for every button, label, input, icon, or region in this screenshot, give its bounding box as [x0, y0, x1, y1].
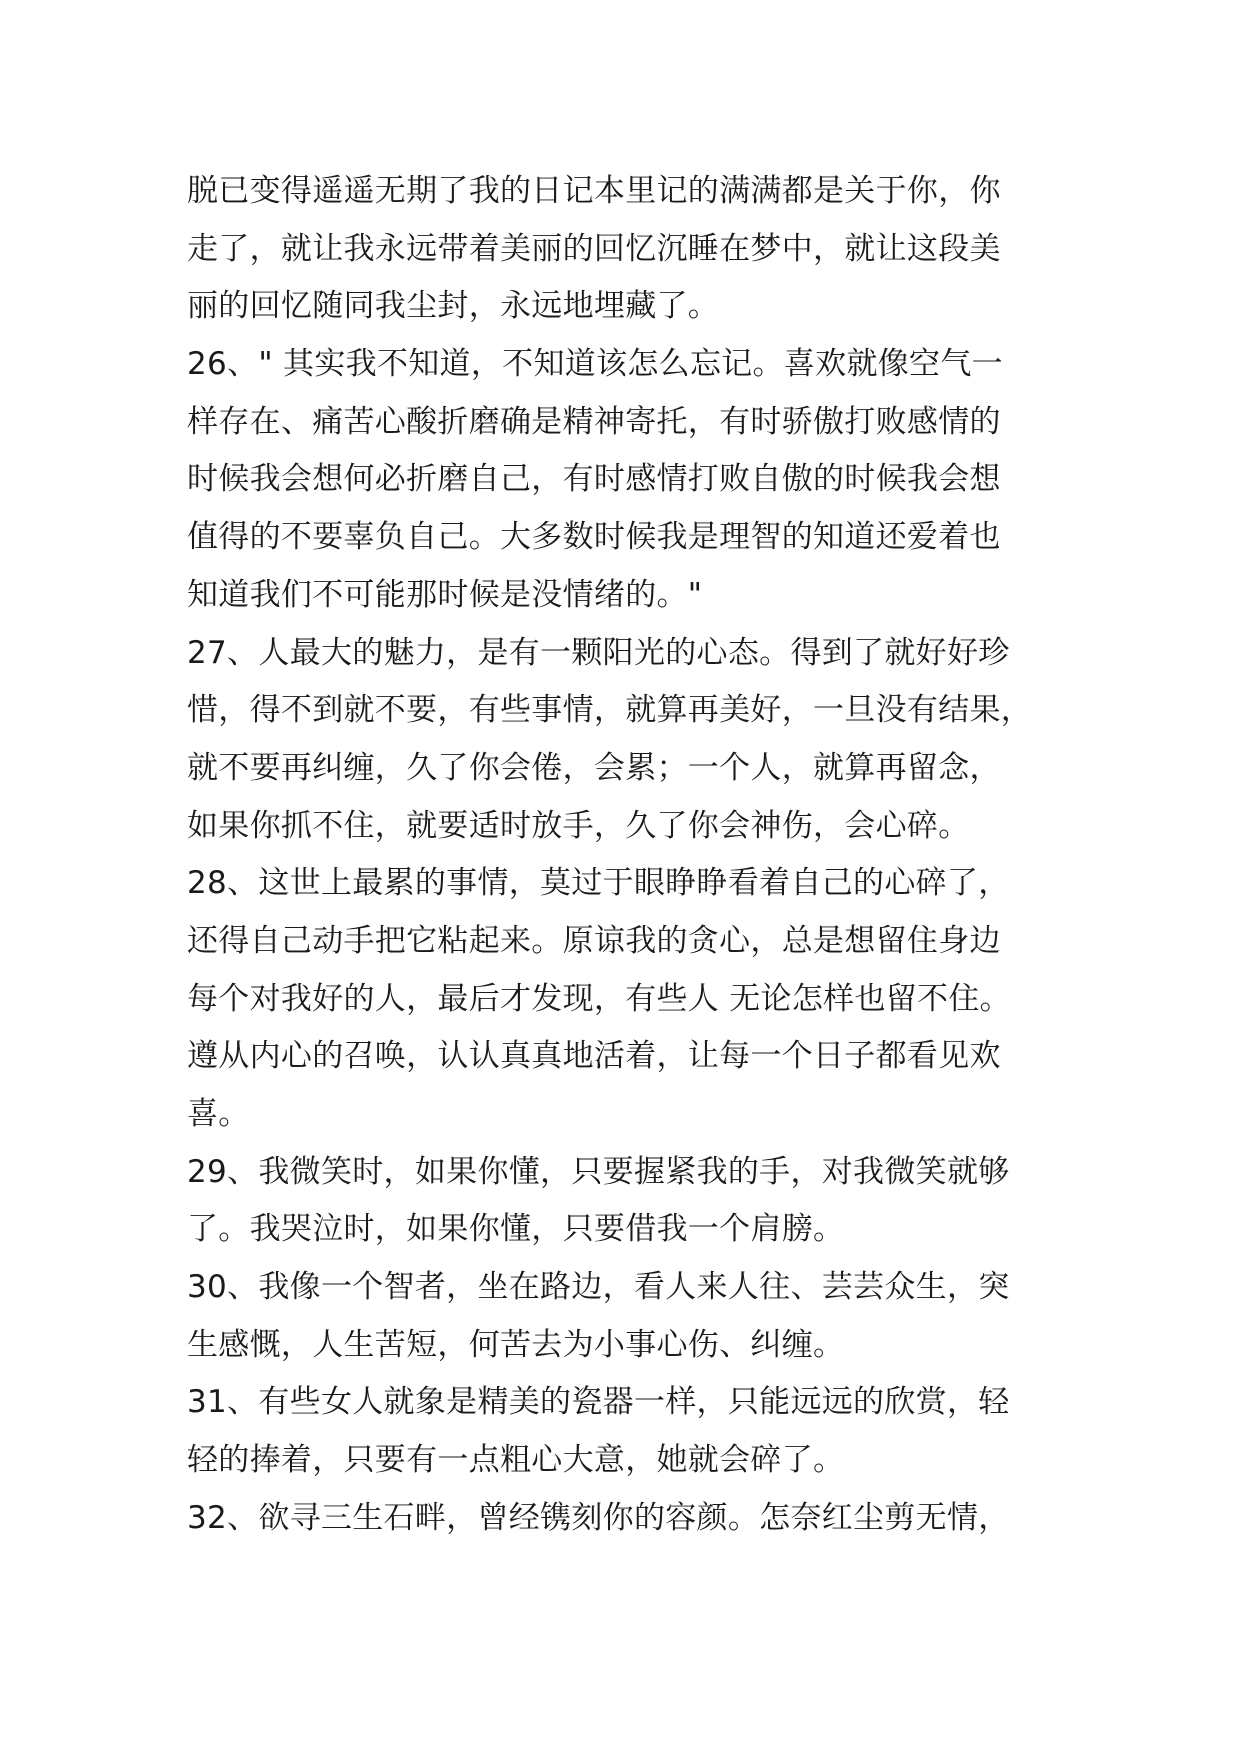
text-line: 走了，就让我永远带着美丽的回忆沉睡在梦中，就让这段美 — [187, 230, 1001, 267]
text-line: 喜。 — [187, 1096, 250, 1132]
text-line: 丽的回忆随同我尘封，永远地埋藏了。 — [187, 288, 720, 325]
text-line: 值得的不要辜负自己。大多数时候我是理智的知道还爱着也 — [187, 519, 1001, 556]
text-line: 32、欲寻三生石畔，曾经镌刻你的容颜。怎奈红尘剪无情， — [187, 1499, 1010, 1536]
text-line: 26、" 其实我不知道，不知道该怎么忘记。喜欢就像空气一 — [187, 346, 1003, 383]
text-line: 知道我们不可能那时候是没情绪的。" — [187, 576, 703, 613]
text-line: 生感慨，人生苦短，何苦去为小事心伤、纠缠。 — [187, 1326, 845, 1363]
text-line: 时候我会想何必折磨自己，有时感情打败自傲的时候我会想 — [187, 461, 1001, 498]
text-line: 遵从内心的召唤，认认真真地活着，让每一个日子都看见欢 — [187, 1038, 1001, 1075]
text-line: 31、有些女人就象是精美的瓷器一样，只能远远的欣赏，轻 — [187, 1384, 1010, 1421]
text-line: 每个对我好的人，最后才发现，有些人 无论怎样也留不住。 — [187, 980, 1011, 1017]
text-line: 了。我哭泣时，如果你懂，只要借我一个肩膀。 — [187, 1211, 845, 1248]
text-line: 还得自己动手把它粘起来。原谅我的贪心，总是想留住身边 — [187, 922, 1001, 959]
text-line: 轻的捧着，只要有一点粗心大意，她就会碎了。 — [187, 1442, 845, 1479]
body-text — [187, 163, 1067, 1548]
text-line: 样存在、痛苦心酸折磨确是精神寄托，有时骄傲打败感情的 — [187, 403, 1001, 440]
text-line: 28、这世上最累的事情，莫过于眼睁睁看着自己的心碎了， — [187, 865, 1010, 902]
text-line: 29、我微笑时，如果你懂，只要握紧我的手，对我微笑就够 — [187, 1153, 1010, 1190]
text-line: 脱已变得遥遥无期了我的日记本里记的满满都是关于你，你 — [187, 173, 1001, 209]
text-line: 惜，得不到就不要，有些事情，就算再美好，一旦没有结果， — [187, 692, 1033, 729]
text-line: 30、我像一个智者，坐在路边，看人来人往、芸芸众生，突 — [187, 1269, 1010, 1306]
text-line: 就不要再纠缠，久了你会倦，会累；一个人，就算再留念， — [187, 749, 1001, 786]
text-line: 27、人最大的魅力，是有一颗阳光的心态。得到了就好好珍 — [187, 634, 1010, 671]
text-line: 如果你抓不住，就要适时放手，久了你会神伤，会心碎。 — [187, 807, 970, 844]
